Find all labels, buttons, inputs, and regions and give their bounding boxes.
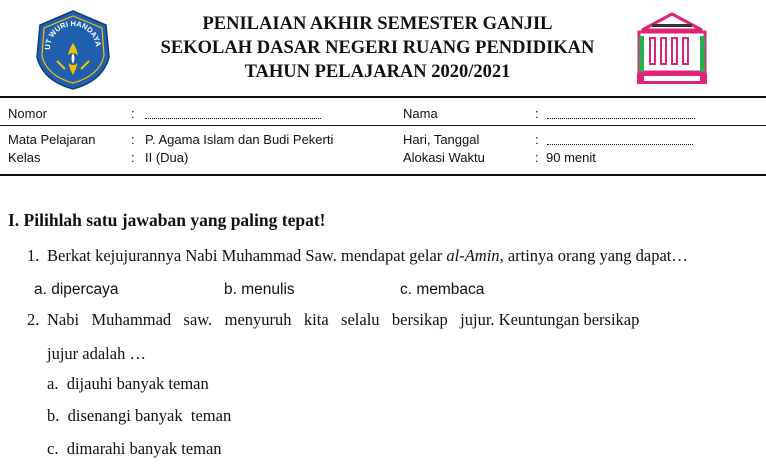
academic-year: TAHUN PELAJARAN 2020/2021 xyxy=(244,62,511,82)
question-1-option-b[interactable]: b. menulis xyxy=(224,281,295,298)
question-1-number: 1. xyxy=(27,246,40,265)
nomor-field[interactable] xyxy=(145,118,321,119)
question-2-line2: jujur adalah … xyxy=(47,344,146,363)
exam-title: PENILAIAN AKHIR SEMESTER GANJIL xyxy=(202,14,553,34)
question-2-number: 2. xyxy=(27,310,40,329)
kelas-colon: : xyxy=(131,150,135,165)
nama-colon: : xyxy=(535,106,539,121)
mapel-label: Mata Pelajaran xyxy=(8,132,96,147)
school-name: SEKOLAH DASAR NEGERI RUANG PENDIDIKAN xyxy=(160,38,595,58)
question-2-option-a[interactable]: a. dijauhi banyak teman xyxy=(47,374,209,393)
alokasi-colon: : xyxy=(535,150,539,165)
hari-label: Hari, Tanggal xyxy=(403,132,480,147)
nomor-label: Nomor xyxy=(8,106,48,121)
section-title: I. Pilihlah satu jawaban yang paling tepat! xyxy=(8,210,326,230)
svg-text:TUT WURI HANDAYANI: UT WURI HANDAYA xyxy=(42,18,103,51)
nama-field[interactable] xyxy=(547,118,695,119)
header-rule-mid xyxy=(0,125,766,126)
hari-field[interactable] xyxy=(547,144,693,145)
question-1-option-c[interactable]: c. membaca xyxy=(400,281,485,298)
hari-colon: : xyxy=(535,132,539,147)
question-1-text xyxy=(47,246,688,266)
question-1-text-end: , artinya orang yang dapat… xyxy=(499,246,688,265)
nama-label: Nama xyxy=(403,106,438,121)
header-rule-top xyxy=(0,96,766,98)
kelas-value: II (Dua) xyxy=(145,150,189,165)
mapel-value: P. Agama Islam dan Budi Pekerti xyxy=(145,132,334,147)
question-2-option-c[interactable]: c. dimarahi banyak teman xyxy=(47,439,222,458)
header-rule-bottom xyxy=(0,174,766,176)
school-building-logo xyxy=(636,12,708,88)
question-1-option-a[interactable]: a. dipercaya xyxy=(34,281,119,298)
mapel-colon: : xyxy=(131,132,135,147)
question-2-line1: Nabi Muhammad saw. menyuruh kita selalu bersikap jujur. Keuntungan bersikap xyxy=(47,310,640,329)
question-1-term: al-Amin xyxy=(446,246,500,265)
question-2-option-b[interactable]: b. disenangi banyak teman xyxy=(47,406,232,425)
question-1-text-start: Berkat kejujurannya Nabi Muhammad Saw. mendapat gelar xyxy=(47,246,447,265)
nomor-colon: : xyxy=(131,106,135,121)
alokasi-label: Alokasi Waktu xyxy=(403,150,485,165)
kelas-label: Kelas xyxy=(8,150,41,165)
alokasi-value: 90 menit xyxy=(546,150,596,165)
tut-wuri-handayani-logo xyxy=(33,9,113,91)
